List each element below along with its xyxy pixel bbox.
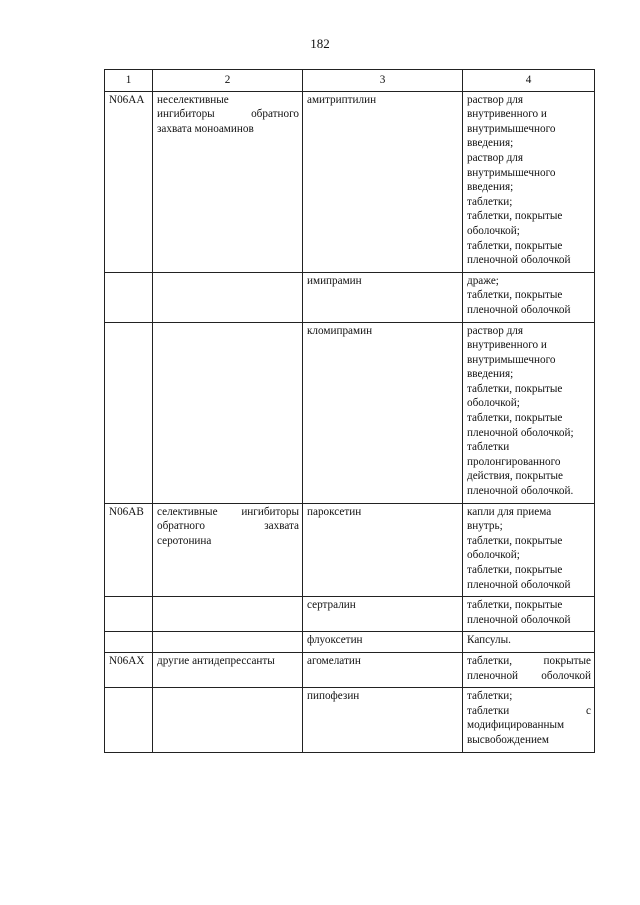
group-line: серотонина bbox=[157, 534, 212, 547]
group-line: захвата моноаминов bbox=[157, 122, 254, 135]
dosage-form-line: внутривенного и bbox=[467, 339, 547, 352]
table-row bbox=[105, 652, 595, 687]
dosage-form-line: таблетки; bbox=[467, 195, 513, 208]
pharmacological-group-cell bbox=[153, 322, 303, 503]
atc-code-cell bbox=[105, 632, 153, 653]
pharmacological-group-cell bbox=[153, 597, 303, 632]
group-line: ингибиторы обратного bbox=[157, 108, 299, 121]
dosage-forms-cell bbox=[463, 91, 595, 272]
dosage-forms-cell bbox=[463, 272, 595, 322]
pharmacological-group-cell bbox=[153, 688, 303, 752]
dosage-forms-cell bbox=[463, 688, 595, 752]
table-body bbox=[105, 91, 595, 752]
pharmacological-group-cell bbox=[153, 632, 303, 653]
dosage-forms-cell bbox=[463, 632, 595, 653]
drug-name-cell: кломипрамин bbox=[303, 322, 463, 503]
pharmacological-group-cell bbox=[153, 272, 303, 322]
dosage-form-line: введения; bbox=[467, 181, 514, 194]
dosage-form-line: внутримышечного bbox=[467, 122, 556, 135]
dosage-form-line: пролонгированного bbox=[467, 455, 561, 468]
page-number: 182 bbox=[310, 36, 330, 51]
atc-code-cell bbox=[105, 597, 153, 632]
group-line: другие антидепрессанты bbox=[157, 654, 275, 667]
dosage-form-line: внутримышечного bbox=[467, 353, 556, 366]
table-row bbox=[105, 688, 595, 752]
pharmacological-group-cell bbox=[153, 91, 303, 272]
table-row bbox=[105, 632, 595, 653]
dosage-form-line: таблетки bbox=[467, 441, 510, 454]
dosage-form-line: таблетки; bbox=[467, 690, 513, 703]
dosage-form-line: действия, покрытые bbox=[467, 470, 564, 483]
column-header-3: 3 bbox=[303, 70, 463, 92]
atc-code-cell: N06AA bbox=[105, 91, 153, 272]
dosage-form-line: таблетки, покрытые bbox=[467, 599, 563, 612]
dosage-form-line: таблетки, покрытые bbox=[467, 382, 563, 395]
group-line: селективные ингибиторы bbox=[157, 505, 299, 518]
drug-name-cell: пароксетин bbox=[303, 503, 463, 597]
dosage-form-line: пленочной оболочкой bbox=[467, 254, 571, 267]
drug-name-cell: агомелатин bbox=[303, 652, 463, 687]
drug-name-cell: флуоксетин bbox=[303, 632, 463, 653]
dosage-forms-cell bbox=[463, 322, 595, 503]
drug-table bbox=[104, 69, 595, 753]
dosage-form-line: внутривенного и bbox=[467, 108, 547, 121]
table-header-row bbox=[105, 70, 595, 92]
dosage-form-line: пленочной оболочкой bbox=[467, 669, 591, 682]
dosage-form-line: оболочкой; bbox=[467, 224, 520, 237]
dosage-form-line: введения; bbox=[467, 368, 514, 381]
atc-code-cell: N06AX bbox=[105, 652, 153, 687]
dosage-form-line: раствор для bbox=[467, 324, 524, 337]
dosage-form-line: Капсулы. bbox=[467, 634, 511, 647]
drug-name-cell: амитриптилин bbox=[303, 91, 463, 272]
dosage-form-line: высвобождением bbox=[467, 733, 549, 746]
dosage-form-line: пленочной оболочкой bbox=[467, 303, 571, 316]
drug-name-cell: сертралин bbox=[303, 597, 463, 632]
drug-name-cell: пипофезин bbox=[303, 688, 463, 752]
dosage-forms-cell bbox=[463, 652, 595, 687]
dosage-form-line: таблетки, покрытые bbox=[467, 534, 563, 547]
dosage-form-line: таблетки, покрытые bbox=[467, 412, 563, 425]
dosage-form-line: драже; bbox=[467, 274, 499, 287]
dosage-form-line: оболочкой; bbox=[467, 549, 520, 562]
dosage-form-line: таблетки, покрытые bbox=[467, 239, 563, 252]
table-row bbox=[105, 503, 595, 597]
atc-code-cell bbox=[105, 272, 153, 322]
table-row bbox=[105, 91, 595, 272]
pharmacological-group-cell bbox=[153, 652, 303, 687]
dosage-form-line: пленочной оболочкой; bbox=[467, 426, 574, 439]
column-header-1: 1 bbox=[105, 70, 153, 92]
column-header-4: 4 bbox=[463, 70, 595, 92]
drug-name-cell: имипрамин bbox=[303, 272, 463, 322]
dosage-form-line: пленочной оболочкой bbox=[467, 613, 571, 626]
table-row bbox=[105, 322, 595, 503]
dosage-form-line: введения; bbox=[467, 137, 514, 150]
dosage-form-line: таблетки, покрытые bbox=[467, 210, 563, 223]
atc-code-cell bbox=[105, 688, 153, 752]
table-row bbox=[105, 597, 595, 632]
dosage-form-line: пленочной оболочкой bbox=[467, 578, 571, 591]
dosage-form-line: оболочкой; bbox=[467, 397, 520, 410]
dosage-form-line: пленочной оболочкой. bbox=[467, 485, 574, 498]
dosage-form-line: таблетки, покрытые bbox=[467, 564, 563, 576]
dosage-form-line: таблетки с bbox=[467, 704, 591, 717]
dosage-form-line: таблетки, покрытые bbox=[467, 289, 563, 302]
pharmacological-group-cell bbox=[153, 503, 303, 597]
group-line: неселективные bbox=[157, 93, 229, 106]
dosage-form-line: таблетки, покрытые bbox=[467, 654, 591, 667]
atc-code-cell bbox=[105, 322, 153, 503]
dosage-form-line: капли для приема bbox=[467, 505, 552, 518]
dosage-forms-cell bbox=[463, 597, 595, 632]
table-row bbox=[105, 272, 595, 322]
dosage-form-line: раствор для bbox=[467, 93, 524, 106]
dosage-form-line: внутрь; bbox=[467, 520, 503, 533]
column-header-2: 2 bbox=[153, 70, 303, 92]
dosage-form-line: модифицированным bbox=[467, 719, 565, 732]
group-line: обратного захвата bbox=[157, 520, 299, 533]
dosage-forms-cell bbox=[463, 503, 595, 597]
dosage-form-line: внутримышечного bbox=[467, 166, 556, 179]
atc-code-cell: N06AB bbox=[105, 503, 153, 597]
dosage-form-line: раствор для bbox=[467, 151, 524, 164]
